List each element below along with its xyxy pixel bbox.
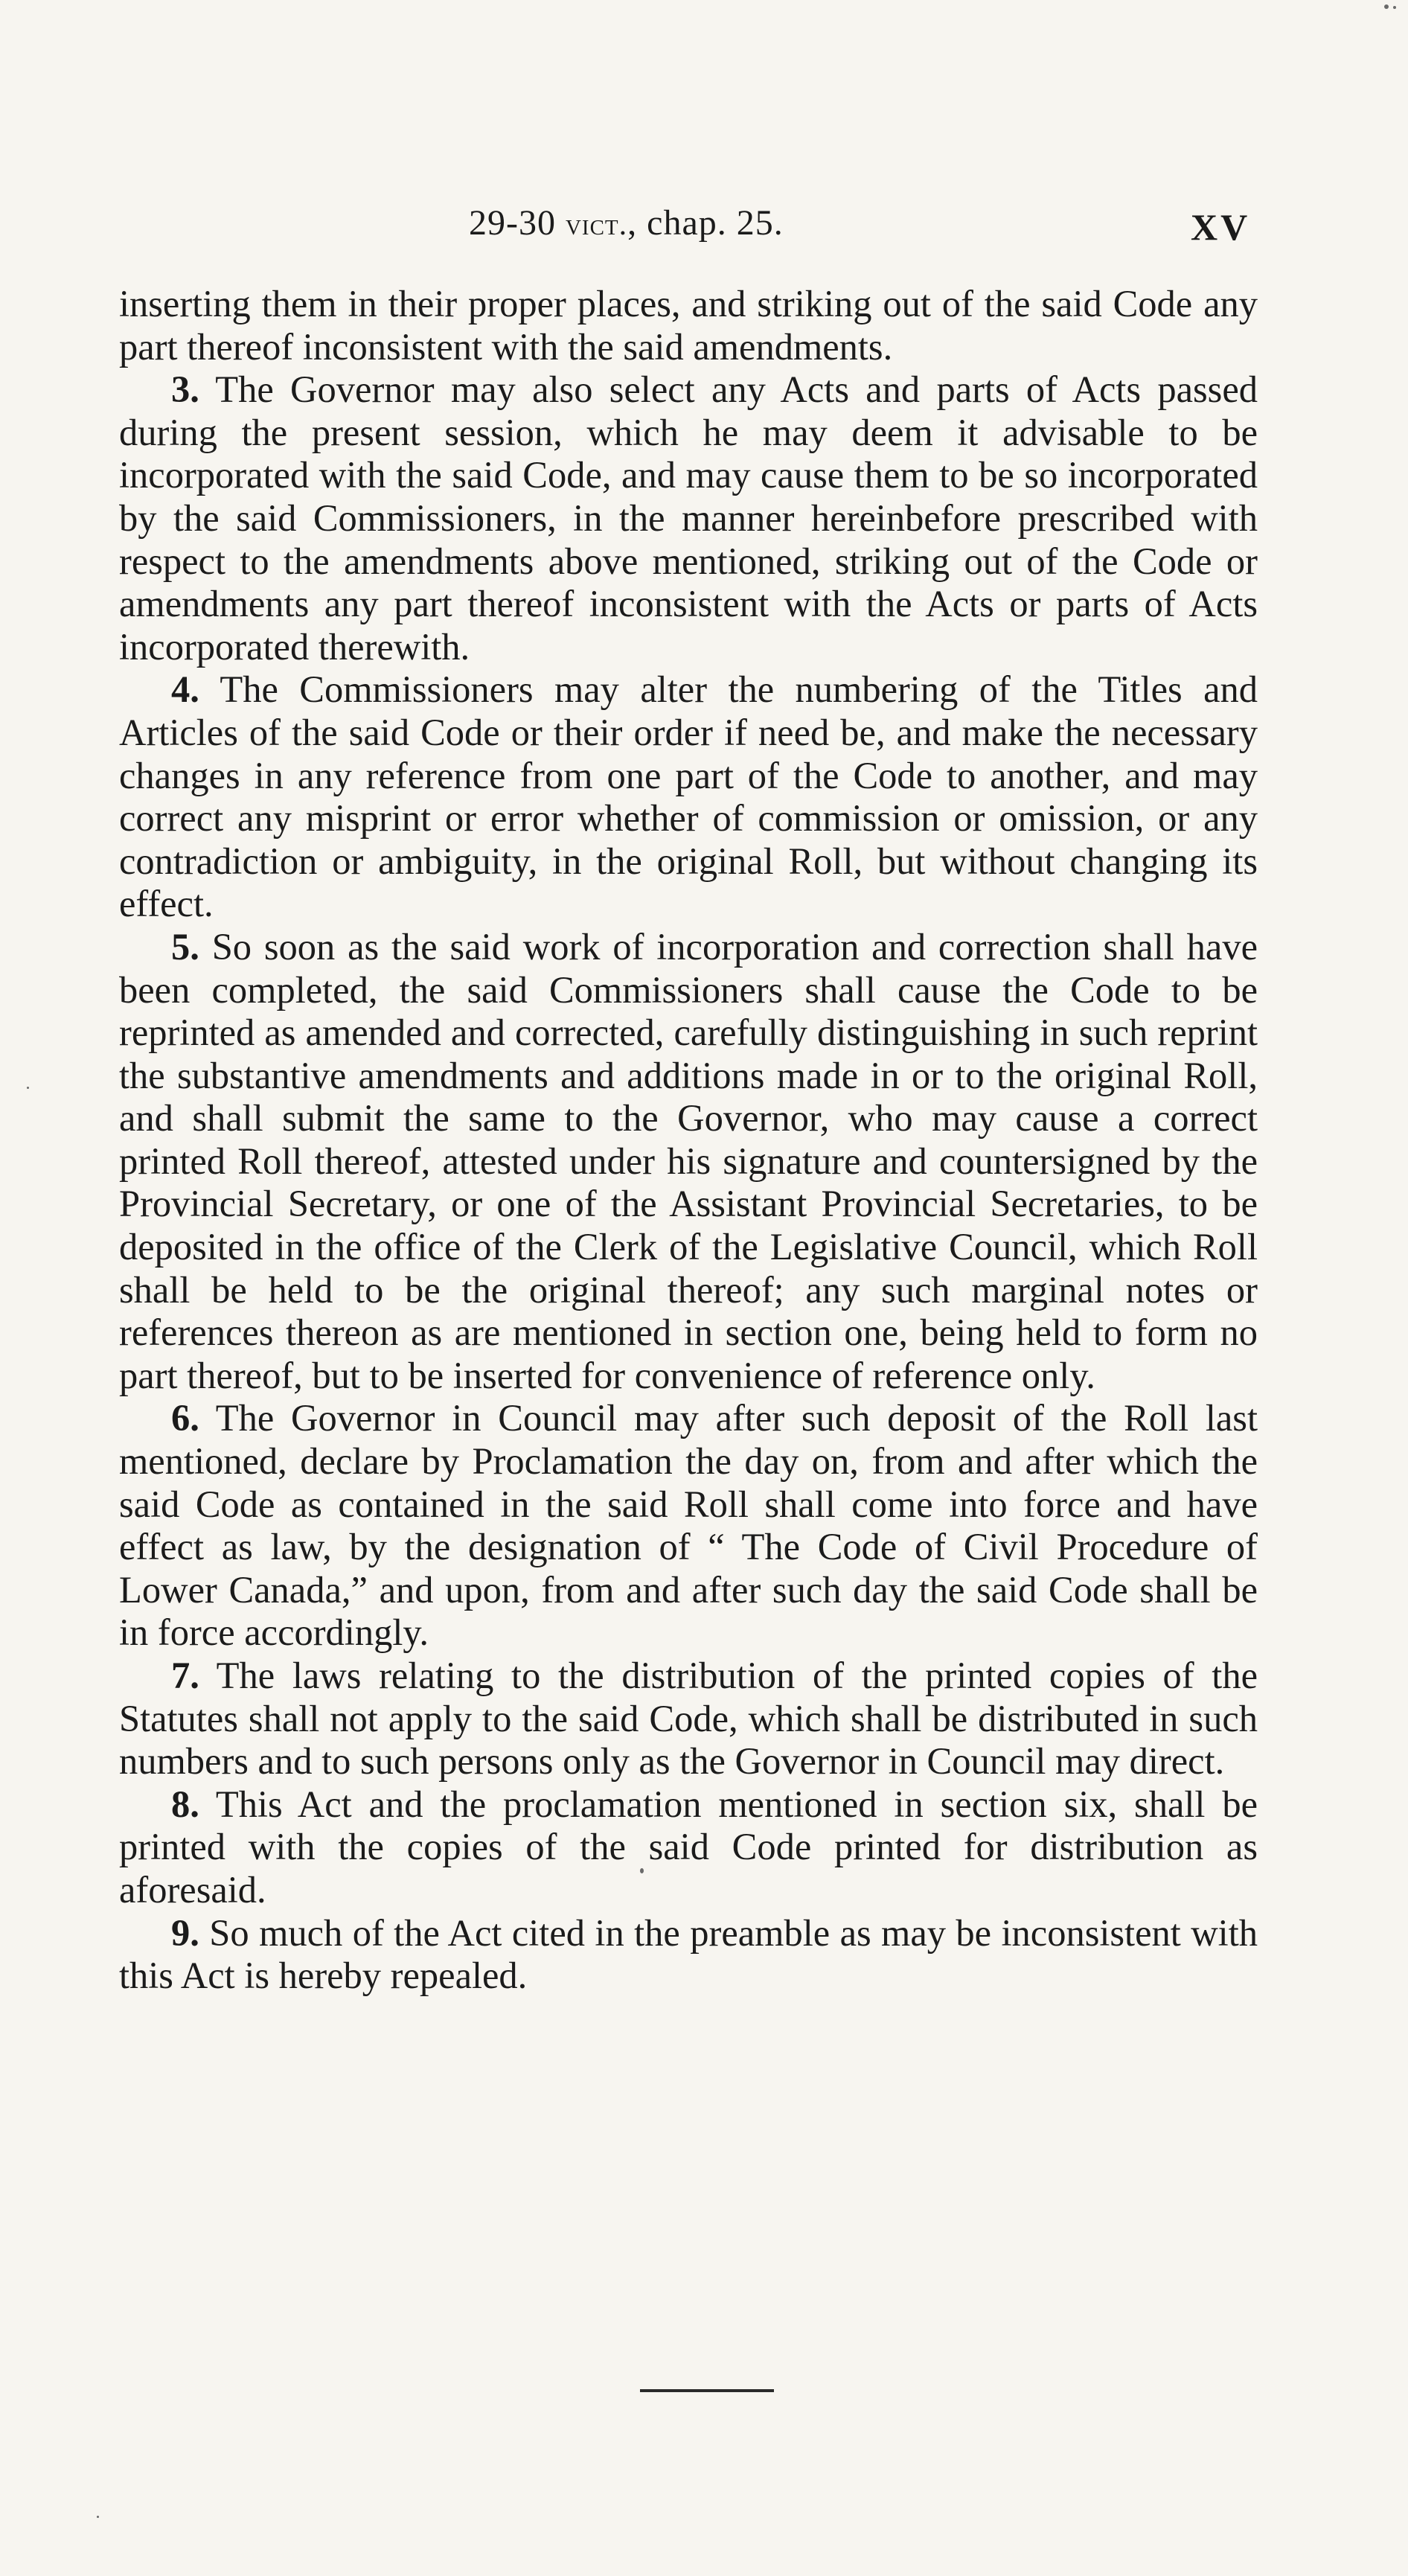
section-number: 5. [171, 925, 199, 968]
section-text: The Commissioners may alter the numbering of the Titles and Articles of the said Code or their order if need be, and make the necessary changes in any reference from one part of the Code to another, and may correct any misprint or error whether of commission or omission, or any contradiction or ambiguity, in the original Roll, but without changing its effect. [119, 668, 1258, 925]
section-text: This Act and the proclamation mentioned in section six, shall be printed with the copies of the said Code printed for distribution as aforesaid. [119, 1783, 1258, 1911]
section-text: So soon as the said work of incorporation and correction shall have been completed, the said Commissioners shall cause the Code to be reprinted as amended and corrected, carefully distinguishing in such reprint the substantive amendments and additions made in or to the original Roll, and shall submit the same to the Governor, who may cause a correct printed Roll thereof, attested under his signature and countersigned by the Provincial Secretary, or one of the Assistant Provincial Secretaries, to be deposited in the office of the Clerk of the Legislative Council, which Roll shall be held to be the original thereof; any such marginal notes or references thereon as are mentioned in section one, being held to form no part thereof, but to be inserted for convenience of reference only. [119, 925, 1258, 1396]
body-text [119, 283, 1258, 1998]
section-text: The Governor may also select any Acts and parts of Acts passed during the present session, which he may deem it advisable to be incorporated with the said Code, and may cause them to be so incorporated by the said Commissioners, in the manner hereinbefore prescribed with respect to the amendments above mentioned, striking out of the Code or amendments any part thereof inconsistent with the Acts or parts of Acts incorporated therewith. [119, 368, 1258, 668]
section-text: So much of the Act cited in the preamble as may be inconsistent with this Act is hereby repealed. [119, 1911, 1258, 1997]
print-speck [640, 1868, 644, 1873]
print-speck [27, 1087, 29, 1089]
section-5 [119, 926, 1258, 1398]
print-speck [97, 2516, 99, 2518]
running-title [469, 202, 784, 243]
section-number: 8. [171, 1783, 199, 1825]
section-number: 9. [171, 1911, 199, 1954]
print-speck [1393, 6, 1396, 9]
paragraph-text: inserting them in their proper places, and striking out of the said Code any part thereof inconsistent with the said amendments. [119, 283, 1258, 368]
section-7 [119, 1655, 1258, 1783]
section-number: 3. [171, 368, 199, 411]
section-text: The laws relating to the distribution of the printed copies of the Statutes shall not apply to the said Code, which shall be distributed in such numbers and to such persons only as the Governor in Council may direct. [119, 1655, 1258, 1783]
running-head [0, 202, 1408, 262]
running-title-vict: vict. [565, 208, 628, 242]
print-speck [1384, 4, 1389, 9]
paragraph-continuation [119, 283, 1258, 368]
section-9 [119, 1912, 1258, 1998]
section-3 [119, 368, 1258, 668]
section-number: 7. [171, 1655, 199, 1696]
section-number: 6. [171, 1397, 199, 1439]
page-number: XV [1191, 206, 1251, 248]
closing-rule [640, 2389, 774, 2392]
section-number: 4. [171, 668, 199, 711]
section-8 [119, 1783, 1258, 1912]
section-text: The Governor in Council may after such deposit of the Roll last mentioned, declare by Proclamation the day on, from and after which the said Code as contained in the said Roll shall come into force and have effect as law, by the designation of “ The Code of Civil Procedure of Lower Canada,” and upon, from and after such day the said Code shall be in force accordingly. [119, 1397, 1258, 1654]
running-title-suffix: , chap. 25. [627, 203, 784, 243]
section-4 [119, 668, 1258, 926]
running-title-prefix: 29-30 [469, 203, 566, 243]
section-6 [119, 1397, 1258, 1655]
